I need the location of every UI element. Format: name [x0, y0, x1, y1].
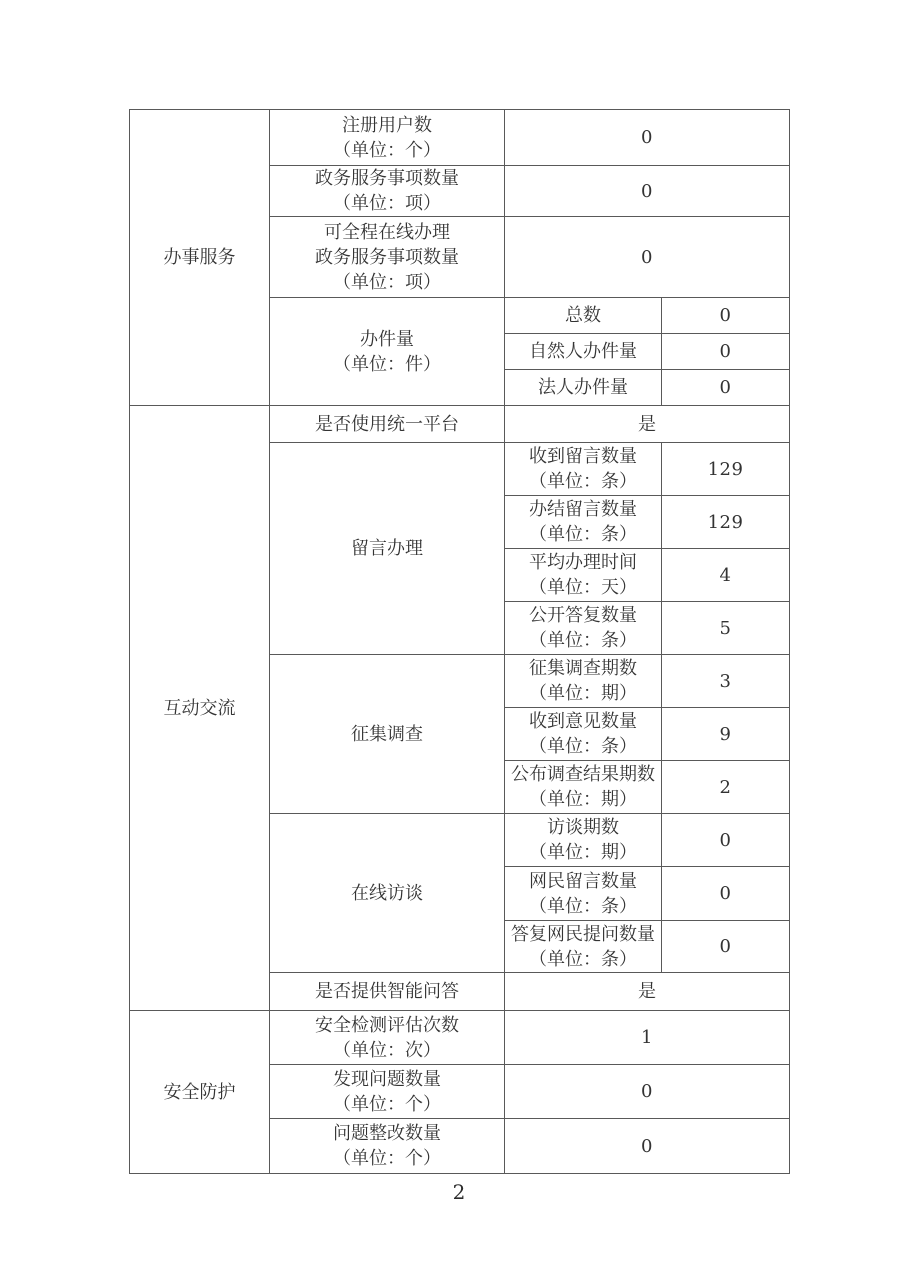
group-label: 在线访谈 — [351, 882, 423, 904]
sub-metric-label: 自然人办件量 — [529, 341, 637, 362]
metric-unit: （单位：个） — [333, 1148, 441, 1169]
sub-metric-label: 访谈期数 — [547, 817, 619, 838]
sub-metric-value-cell: 0 — [662, 370, 790, 406]
sub-metric-label-cell — [505, 761, 662, 814]
sub-metric-unit: （单位：期） — [529, 789, 637, 810]
sub-metric-label: 公布调查结果期数 — [511, 764, 655, 785]
metric-label: 政务服务事项数量 — [315, 246, 459, 268]
metric-value-cell: 0 — [505, 166, 790, 217]
sub-metric-label: 征集调查期数 — [529, 658, 637, 679]
sub-metric-label: 收到留言数量 — [529, 446, 637, 467]
sub-metric-value-cell: 129 — [662, 496, 790, 549]
sub-metric-unit: （单位：条） — [529, 630, 637, 651]
metric-label-cell — [270, 166, 505, 217]
sub-metric-label-cell — [505, 298, 662, 334]
metric-unit: （单位：次） — [333, 1039, 441, 1061]
sub-metric-label: 收到意见数量 — [529, 711, 637, 732]
metric-unit: （单位：项） — [333, 193, 441, 214]
metric-label: 发现问题数量 — [333, 1068, 441, 1090]
metric-value-cell: 0 — [505, 1065, 790, 1119]
metric-label-cell — [270, 1065, 505, 1119]
metric-value-cell: 是 — [505, 973, 790, 1011]
metric-unit: （单位：个） — [333, 1093, 441, 1115]
category-cell-security — [130, 1011, 270, 1174]
sub-metric-unit: （单位：条） — [529, 524, 637, 545]
metric-unit: （单位：个） — [333, 139, 441, 161]
metric-label-cell — [270, 406, 505, 443]
table-row — [130, 110, 790, 166]
group-label-cell — [270, 443, 505, 655]
sub-metric-value-cell: 0 — [662, 334, 790, 370]
metric-label: 安全检测评估次数 — [315, 1014, 459, 1036]
metric-label: 是否提供智能问答 — [315, 981, 459, 1002]
sub-metric-label: 答复网民提问数量 — [511, 923, 655, 945]
sub-metric-label-cell — [505, 443, 662, 496]
metric-label-cell — [270, 110, 505, 166]
sub-metric-label: 网民留言数量 — [529, 870, 637, 892]
sub-metric-unit: （单位：条） — [529, 948, 637, 970]
sub-metric-unit: （单位：期） — [529, 683, 637, 704]
metric-label-cell — [270, 1119, 505, 1174]
sub-metric-unit: （单位：条） — [529, 736, 637, 757]
sub-metric-label-cell — [505, 602, 662, 655]
metric-label: 问题整改数量 — [333, 1123, 441, 1144]
table-row — [130, 1011, 790, 1065]
sub-metric-unit: （单位：条） — [529, 471, 637, 492]
sub-metric-value-cell: 4 — [662, 549, 790, 602]
sub-metric-value-cell: 3 — [662, 655, 790, 708]
sub-metric-label-cell — [505, 549, 662, 602]
report-table — [129, 109, 790, 1174]
group-label-cell — [270, 814, 505, 973]
group-unit: （单位：件） — [333, 353, 441, 375]
sub-metric-label: 办结留言数量 — [529, 499, 637, 520]
sub-metric-label-cell — [505, 370, 662, 406]
category-cell-office-services — [130, 110, 270, 406]
sub-metric-value-cell: 2 — [662, 761, 790, 814]
sub-metric-label: 公开答复数量 — [529, 605, 637, 626]
sub-metric-value-cell: 0 — [662, 814, 790, 867]
metric-value-cell: 0 — [505, 1119, 790, 1174]
group-label-cell — [270, 655, 505, 814]
group-label: 征集调查 — [351, 723, 423, 745]
metric-label: 是否使用统一平台 — [315, 413, 459, 435]
sub-metric-unit: （单位：期） — [529, 842, 637, 863]
sub-metric-value-cell: 5 — [662, 602, 790, 655]
metric-label: 政务服务事项数量 — [315, 168, 459, 189]
category-label: 互动交流 — [163, 697, 236, 719]
group-label: 留言办理 — [351, 538, 423, 559]
sub-metric-label-cell — [505, 867, 662, 921]
metric-label: 可全程在线办理 — [324, 221, 450, 243]
table-row — [130, 406, 790, 443]
sub-metric-label-cell — [505, 496, 662, 549]
group-label: 办件量 — [360, 328, 414, 350]
sub-metric-value-cell: 9 — [662, 708, 790, 761]
page-number: 2 — [452, 1180, 466, 1204]
metric-value-cell: 1 — [505, 1011, 790, 1065]
sub-metric-label-cell — [505, 708, 662, 761]
sub-metric-label-cell — [505, 921, 662, 973]
metric-value-cell: 是 — [505, 406, 790, 443]
metric-value-cell: 0 — [505, 110, 790, 166]
category-label: 安全防护 — [163, 1081, 236, 1103]
sub-metric-label: 总数 — [565, 305, 601, 326]
sub-metric-label: 平均办理时间 — [529, 552, 637, 573]
group-label-cell — [270, 298, 505, 406]
sub-metric-label-cell — [505, 655, 662, 708]
sub-metric-value-cell: 0 — [662, 298, 790, 334]
metric-label-cell — [270, 973, 505, 1011]
metric-label-cell — [270, 1011, 505, 1065]
metric-label-cell — [270, 217, 505, 298]
sub-metric-label: 法人办件量 — [538, 377, 628, 398]
metric-value-cell: 0 — [505, 217, 790, 298]
category-label: 办事服务 — [163, 247, 236, 268]
category-cell-interaction — [130, 406, 270, 1011]
sub-metric-unit: （单位：天） — [529, 577, 637, 598]
sub-metric-value-cell: 0 — [662, 867, 790, 921]
sub-metric-unit: （单位：条） — [529, 895, 637, 917]
sub-metric-label-cell — [505, 334, 662, 370]
metric-unit: （单位：项） — [333, 271, 441, 293]
sub-metric-value-cell: 0 — [662, 921, 790, 973]
sub-metric-value-cell: 129 — [662, 443, 790, 496]
metric-label: 注册用户数 — [342, 114, 432, 136]
sub-metric-label-cell — [505, 814, 662, 867]
